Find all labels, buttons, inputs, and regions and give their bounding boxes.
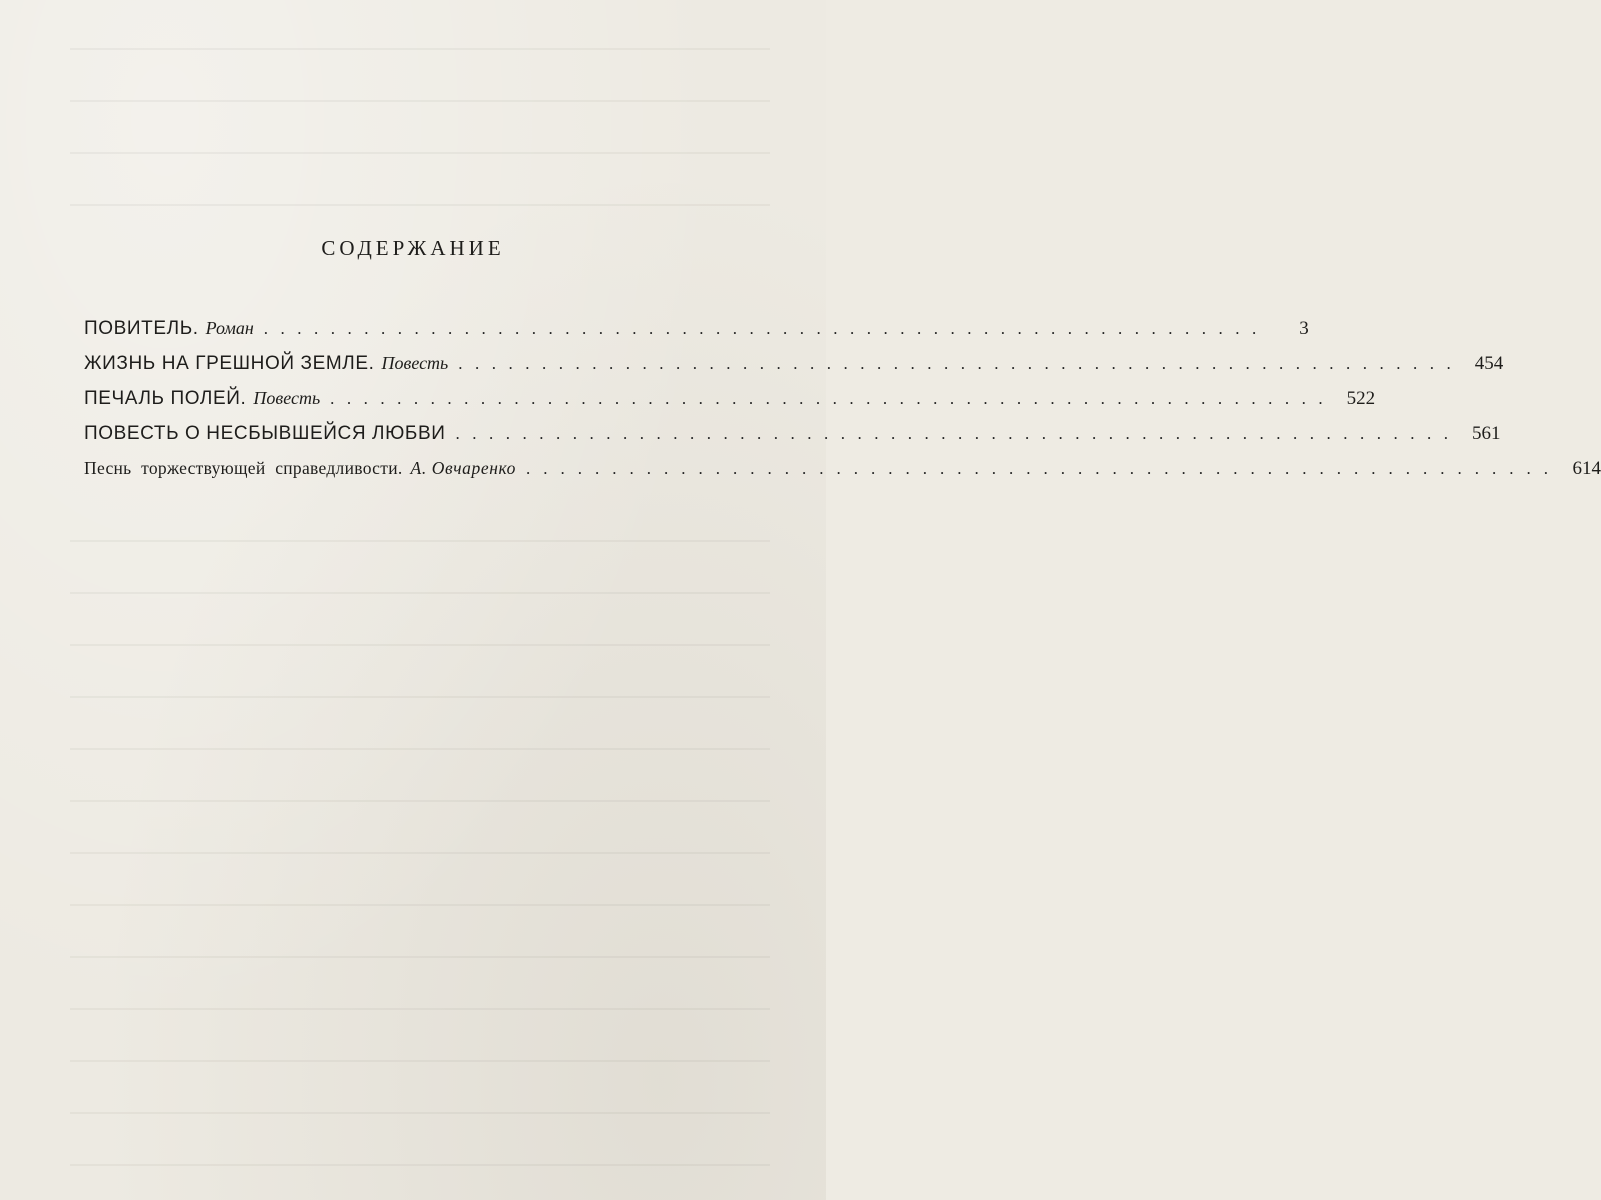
dot-leader: ............................................................ (525, 459, 1561, 478)
toc-entry-page: 614 (1572, 458, 1601, 479)
dot-leader: ............................................................ (263, 319, 1269, 338)
dot-leader: ............................................................ (458, 354, 1464, 373)
toc-entry[interactable] (84, 458, 1601, 493)
toc-entry-title: ПОВИТЕЛЬ. (84, 318, 199, 339)
toc-entry-page: 454 (1474, 353, 1504, 374)
table-of-contents (84, 318, 1601, 493)
toc-entry-title: ПЕЧАЛЬ ПОЛЕЙ. (84, 388, 247, 409)
toc-entry-genre: Роман (205, 318, 254, 338)
toc-entry-page: 561 (1471, 423, 1501, 444)
toc-entry-page: 522 (1346, 388, 1376, 409)
toc-entry-genre: Повесть (381, 353, 449, 373)
toc-entry-genre: Повесть (253, 388, 321, 408)
dot-leader: ............................................................ (455, 424, 1461, 443)
toc-heading: СОДЕРЖАНИЕ (321, 236, 505, 260)
toc-entry-page: 3 (1299, 318, 1309, 339)
toc-entry-title: ПОВЕСТЬ О НЕСБЫВШЕЙСЯ ЛЮБВИ (84, 423, 446, 444)
toc-entry-title: ЖИЗНЬ НА ГРЕШНОЙ ЗЕМЛЕ. (84, 353, 375, 374)
dot-leader: ............................................................ (330, 389, 1336, 408)
toc-entry[interactable] (84, 423, 1501, 458)
toc-entry[interactable] (84, 353, 1504, 388)
toc-entry[interactable] (84, 388, 1376, 423)
toc-entry-title: Песнь торжествующей справедливости. (84, 458, 403, 478)
toc-entry-genre: А. Овчаренко (410, 458, 516, 478)
toc-entry[interactable] (84, 318, 1309, 353)
